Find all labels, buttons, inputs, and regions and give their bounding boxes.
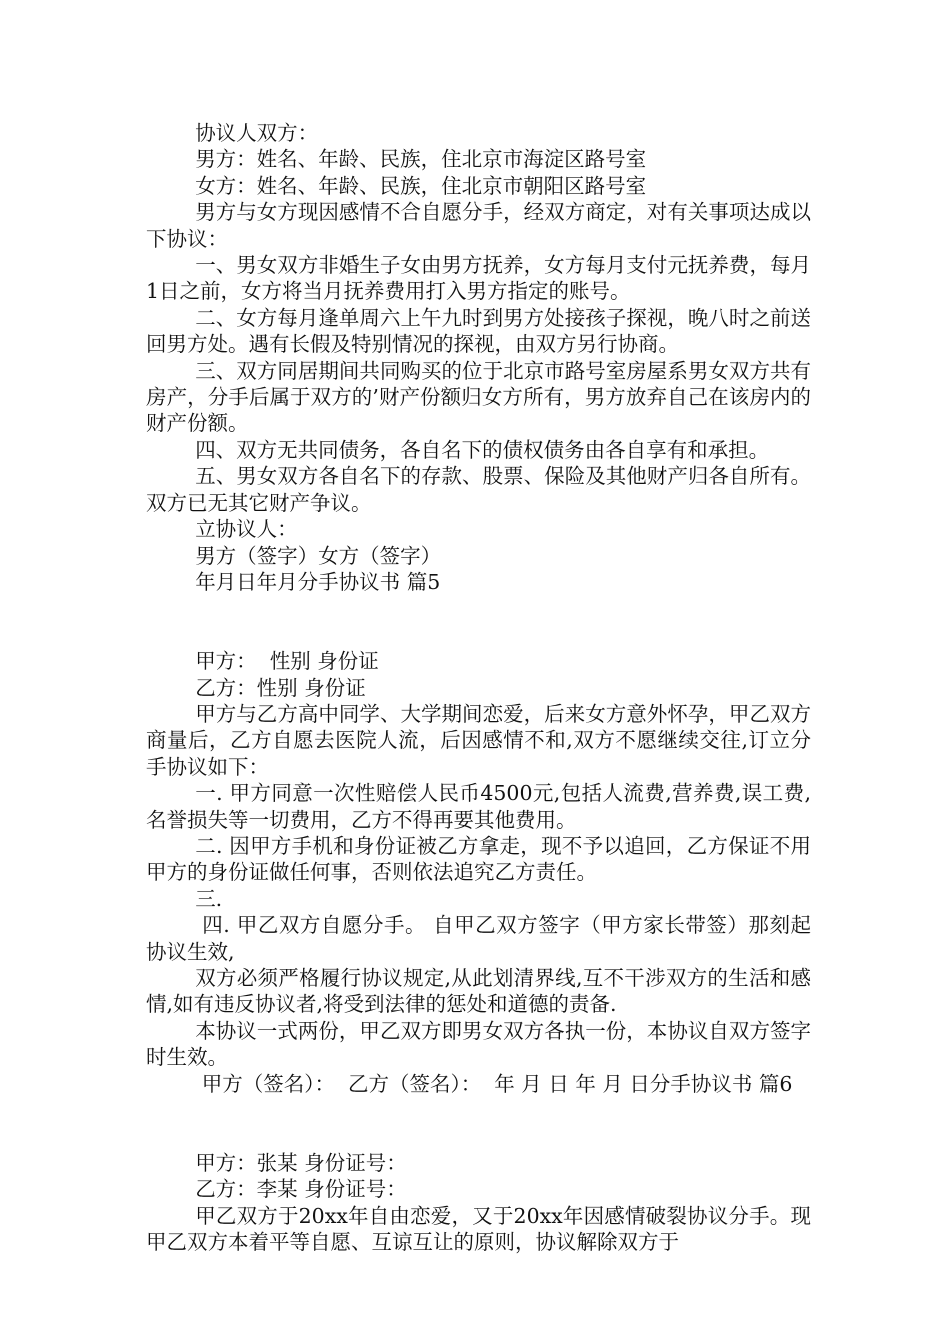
para-parties-heading: 协议人双方：: [195, 121, 319, 145]
para-clause-2: 二、女方每月逢单周六上午九时到男方处接孩子探视，晚八时之前送回男方处。遇有长假及特别情况的探视，由双方另行协商。: [146, 305, 811, 357]
para-party-a: 甲方： 性别 身份证: [195, 649, 379, 674]
para-intro: 男方与女方现因感情不合自愿分手，经双方商定，对有关事项达成以下协议：: [146, 200, 811, 251]
para-obligations: 双方必须严格履行协议规定,从此划清界线,互不干涉双方的生活和感情,如有违反协议者,将受到法律的惩处和道德的责备.: [146, 965, 811, 1017]
para-term-3: 三.: [195, 886, 223, 911]
section-gap: [146, 595, 811, 648]
para-woman-info: 女方：姓名、年龄、民族，住北京市朝阳区路号室: [195, 173, 647, 198]
para-clause-5: 五、男女双方各自名下的存款、股票、保险及其他财产归各自所有。双方已无其它财产争议。: [146, 464, 811, 515]
para-clause-1: 一、男女双方非婚生子女由男方抚养，女方每月支付元抚养费，每月1日之前，女方将当月抚养费用打入男方指定的账号。: [146, 253, 811, 304]
para-term-1: 一. 甲方同意一次性赔偿人民币4500元,包括人流费,营养费,误工费,名誉损失等一切费用，乙方不得再要其他费用。: [146, 781, 811, 832]
para-term-2: 二. 因甲方手机和身份证被乙方拿走，现不予以追回，乙方保证不用甲方的身份证做任何事，否则依法追究乙方责任。: [146, 833, 811, 885]
document-body: [146, 120, 811, 1255]
para-background: 甲方与乙方高中同学、大学期间恋爱，后来女方意外怀孕，甲乙双方商量后，乙方自愿去医院人流，后因感情不和,双方不愿继续交往,订立分手协议如下：: [146, 701, 811, 779]
para-party-b: 乙方：性别 身份证: [195, 675, 366, 700]
para-clause-3: 三、双方同居期间共同购买的位于北京市路号室房屋系男女双方共有房产，分手后属于双方的’财产份额归女方所有，男方放弃自己在该房内的财产份额。: [146, 358, 811, 436]
para-term-4: 四. 甲乙双方自愿分手。 自甲乙双方签字（甲方家长带签）那刻起协议生效,: [146, 913, 811, 964]
para-clause-4: 四、双方无共同债务，各自名下的债权债务由各自享有和承担。: [195, 437, 770, 462]
para-man-info: 男方：姓名、年龄、民族，住北京市海淀区路号室: [195, 147, 647, 172]
section-gap: [146, 1097, 811, 1150]
para-sign-line: 甲方（签名）： 乙方（签名）： 年 月 日 年 月 日分手协议书 篇6: [195, 1071, 793, 1096]
para-section-5-title: 年月日年月分手协议书 篇5: [195, 569, 441, 594]
para-party-a-zhang: 甲方：张某 身份证号：: [195, 1150, 407, 1175]
para-signatories: 立协议人：: [195, 517, 298, 542]
para-copies: 本协议一式两份，甲乙双方即男女双方各执一份，本协议自双方签字时生效。: [146, 1018, 811, 1070]
para-section-6-intro: 甲乙双方于20xx年自由恋爱，又于20xx年因感情破裂协议分手。现甲乙双方本着平等自愿、互谅互让的原则，协议解除双方于: [146, 1203, 811, 1255]
para-party-b-li: 乙方：李某 身份证号：: [195, 1177, 407, 1202]
para-signatures: 男方（签字）女方（签字）: [195, 543, 442, 568]
